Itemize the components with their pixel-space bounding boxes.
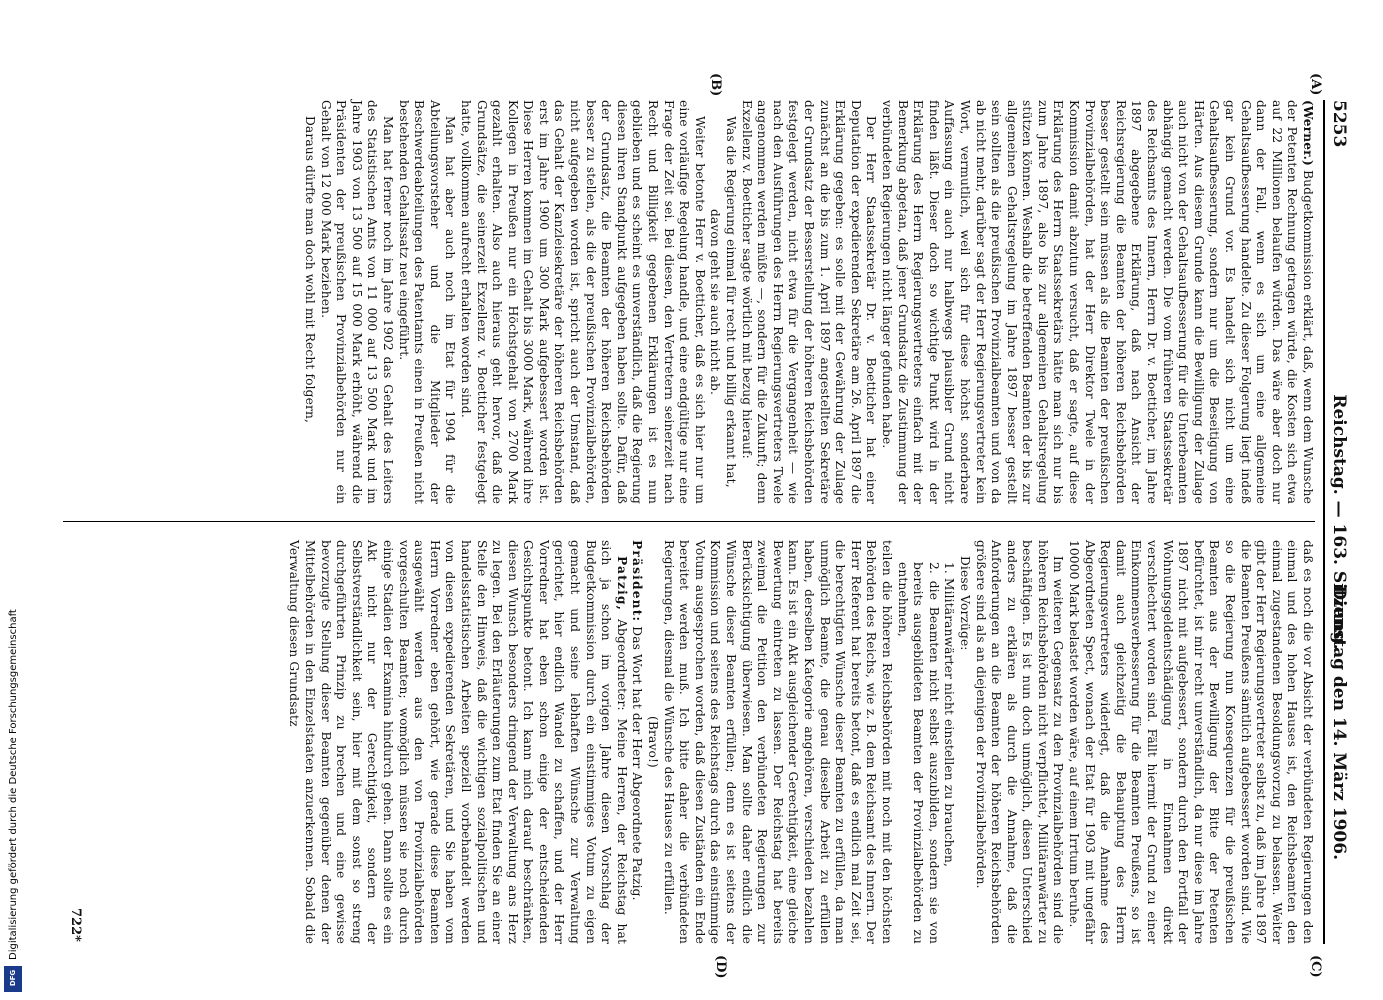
right-column (65, 540, 1315, 944)
session-date: Dienstag den 14. März 1906. (1329, 585, 1349, 860)
paragraph-text: Weiter betonte Herr v. Boetticher, daß es sich hier nur um eine vorläufige Regelung handle, und eine endgültige nur eine Frage der Zeit sei. Bei diesen, den Vertretern seinerzeit nach Recht und Billigkeit gegebenen Erklärungen ist es nun geblieben und es scheint es unverständlich, daß die Regierung diesen ihren Standpunkt aufgegeben haben sollte. Dafür, daß der Grundsatz, die Beamten der höheren Reichsbehörden besser zu stellen, als die der preußischen Provinzialbehörden, nicht aufgegeben worden ist, spricht auch der Umstand, daß das Gehalt der Kanzleisekretäre der höheren Reichsbehörden erst im Jahre 1900 um 300 Mark aufgebessert worden ist. Diese Herren kommen im Gehalt bis 3000 Mark, während ihre Kollegen in Preußen nur ein Höchstgehalt von 2700 Mark gezahlt erhalten. Also auch hieraus geht hervor, daß die Grundsätze, die seinerzeit Exzellenz v. Boetticher festgelegt hatte, vollkommen aufrecht erhalten worden sind. (458, 100, 707, 504)
credit-text: Digitalisierung gefördert durch die Deutsche Forschungsgemeinschaft (8, 609, 19, 960)
paragraph (878, 100, 1315, 504)
paragraph (707, 100, 738, 504)
paragraph-text: teilen die höheren Reichsbehörden mit noch mit den höchsten Behörden des Reichs, wie z. B. dem Reichsamt des Innern. Der Herr Referent hat bereits betont, daß es endlich mal Zeit sei, die berechtigten Wünsche dieser Beamten zu erfüllen, da man unmöglich Beamte, die genau dieselbe Arbeit zu erfüllen haben, derselben Kategorie angehören, verschieden bezahlen kann. Es ist ein Akt ausgleichender Gerechtigkeit, eine gleiche Bewertung eintreten zu lassen. Der Reichstag hat bereits zweimal die Petition den verbündeten Regierungen zur Berücksichtigung überwiesen. Man sollte daher endlich die Wünsche dieser Beamten erfüllen; denn es ist seitens der Kommission und seitens des Reichstags durch das einstimmige Votum ausgesprochen worden, daß diesen Zuständen ein Ende bereitet werden muß. Ich bitte daher die verbündeten Regierungen, diesmal die Wünsche des Hauses zu erfüllen. (661, 540, 894, 944)
paragraph-text: 1. Militäranwärter nicht einstellen zu brauchen, (942, 562, 957, 868)
paragraph (317, 100, 395, 504)
speaker-label: (Werner.) (1301, 100, 1315, 166)
paragraph-text: Budgetkommission erklärt, daß, wenn dem Wunsche der Petenten Rechnung getragen würde, die Kosten sich etwa auf 22 Millionen belaufen würden. Das wäre aber doch nur dann der Fall, wenn es sich um eine allgemeine Gehaltsaufbesserung handelte. Zu dieser Folgerung liegt indeß gar kein Grund vor. Es handelt sich nicht um eine Gehaltsaufbesserung, sondern nur um die Beseitigung von Härten. Aus diesem Grunde kann die Bewilligung der Zulage auch nicht von der Gehaltsaufbesserung für die Unterbeamten abhängig gemacht werden. Die vom früheren Staatssekretär des Reichsamts des Innern, Herrn Dr. v. Boetticher, im Jahre 1897 abgegebene Erklärung, daß nach Ansicht der Reichsregierung die Beamten der höheren Reichsbehörden besser gestellt sein müssen als die Beamten der preußischen Provinzialbehörden, hat der Herr Direktor Twele in der Kommission damit abzutun versucht, daß er sagte, auf diese Erklärung des Herrn Staatssekretärs hätte man sich nur bis zum Jahre 1897, also bis zur allgemeinen Gehaltsregelung stützen können. Weshalb die betreffenden Beamten der bis zur allgemeinen Gehaltsregelung im Jahre 1897 besser gestellt sein sollten als die preußischen Provinzialbeamten und von da ab nicht mehr, darüber sagt der Herr Regierungsvertreter kein Wort, vermutlich, weil sich für diese höchst sonderbare Auffassung ein auch nur halbwegs plausibler Grund nicht finden läßt. Dieser doch so wichtige Punkt wird in der Erklärung des Herrn Regierungsvertreters einfach mit der Bemerkung abgetan, daß jener Grundsatz die Zustimmung der verbündeten Regierungen nicht länger gefunden habe. (879, 100, 1315, 504)
paragraph (972, 540, 1066, 944)
paragraph (1066, 540, 1316, 944)
left-column (65, 100, 1315, 504)
paragraph-text: Diese Vorzüge: (957, 556, 972, 651)
paragraph (286, 540, 629, 944)
paragraph (660, 540, 894, 944)
paragraph-text: Das Wort hat der Herr Abgeordnete Patzig. (630, 622, 645, 901)
dfg-logo-text: DFG (9, 969, 17, 987)
paragraph (738, 100, 878, 504)
paragraph-text: Abgeordneter: Meine Herren, der Reichstag hat sich ja schon im vorigen Jahre diesen Vorschlag der Budgetkommission durch ein einstimmiges Votum zu eigen gemacht und seine lebhaften Wünsche zur Verwaltung gerichtet, hier endlich Wandel zu schaffen, und der Herr Vorredner hat eben schon einige der entscheidenden Gesichtspunkte betont. Ich kann mich darauf beschränken, diesen Wunsch besonders dringend der Verwaltung ans Herz zu legen. Bei den Erläuterungen zum Etat finden Sie an einer Stelle den Hinweis, daß die wichtigen sozialpolitischen und handelsstatistischen Arbeiten speziell vorbehandelt werden von diesen expedierenden Sekretären, und Sie haben vom Herrn Vorredner eben gehört, wie gerade diese Beamten ausgewählt werden aus den von Provinzialbehörden vorgeschulten Beamten; womöglich müssen sie noch durch einige Stadien der Examina hindurch gehen. Dann sollte es ein Akt nicht nur der Gerechtigkeit, sondern der Selbstverständlichkeit sein, hier mit dem sonst so streng durchgeführten Prinzip zu brechen und eine gewisse bevorzugte Stellung dieser Beamten gegenüber denen der Mittelbehörden in den Einzelstaaten anzuerkennen. Sobald die Verwaltung diesen Grundsatz (287, 540, 629, 944)
margin-marker-d: (D) (713, 955, 728, 979)
paragraph (301, 100, 317, 504)
paragraph-text: 2. die Beamten nicht selbst auszubilden, sondern sie von bereits ausgebildeten Beamten der Provinzialbehörden zu entnehmen, (895, 562, 941, 944)
paragraph (457, 100, 707, 504)
paragraph-text: Der Herr Staatssekretär Dr. v. Boetticher hat einer Deputation der expedierenden Sekretäre am 26. April 1897 die Erklärung gegeben: es solle mit der Gewährung der Zulage zunächst an die bis zum 1. April 1897 angestellten Sekretäre der Grundsatz der Besserstellung der höheren Reichsbehörden festgelegt werden, nicht etwa für die Vergangenheit — wie nach den Ausführungen des Herrn Regierungsvertreters Twele angenommen werden müßte —, sondern für die Zukunft; denn Exzellenz v. Boetticher sagte wörtlich mit bezug hierauf: (739, 100, 879, 504)
page-header (1323, 100, 1349, 944)
dfg-logo (4, 966, 22, 992)
paragraph (956, 540, 972, 944)
paragraph-text: Daraus dürfte man doch wohl mit Recht folgern, (303, 116, 317, 423)
paragraph-text: Was die Regierung einmal für recht und billig erkannt hat, davon geht sie auch nicht ab. (708, 116, 739, 488)
paragraph (629, 540, 645, 944)
paragraph-text: (Bravo!) (646, 716, 661, 768)
paragraph (644, 540, 660, 944)
paragraph-text: daß es noch die vor Absicht der verbündeten Regierungen den einmal und des hohen Hauses ist, den Reichsbeamten den einmal zugestandenen Besoldungsvorzug zu belassen. Weiter gibt der Herr Regierungsvertreter selbst zu, daß im Jahre 1897 die Beamten Preußens sämtlich aufgebessert worden sind. Wie so die Regierung nun Konsequenzen für die preußischen Beamten aus der Bewilligung der Bitte der Petenten befürchtet, ist mir recht unverständlich, da nur diese im Jahre 1897 nicht mit aufgebessert, sondern durch den Fortfall der Wohnungsgeldentschädigung in Einnahmen direkt verschlechtert worden sind. Fällt hiermit der Grund zu einer Einkommensverbesserung für die Beamten Preußens, so ist damit auch gleichzeitig die Behauptung des Herrn Regierungsvertreters widerlegt, daß die Annahme des Abgeordneten Spect, wonach der Etat für 1903 mit ungefähr 10000 Mark belastet worden wäre, auf einem Irrtum beruhe. (1067, 540, 1315, 944)
page-number: 5253 (1329, 100, 1349, 148)
paragraph-text: Man hat aber auch noch im Etat für 1904 für die Abteilungsvorsteher und die Mitglieder der Beschwerdeabteilungen des Patentamts einen in Preußen nicht bestehenden Gehaltssatz neu eingeführt. (396, 100, 458, 504)
speaker-label: Patzig, (614, 556, 629, 612)
footer-mark: 722* (68, 908, 83, 942)
paragraph-text: Im weiteren Gegensatz zu den Provinzialbehörden sind die höheren Reichsbehörden nicht verpflichtet, Militäranwärter zu beschäftigen. Es ist nun doch unmöglich, diesen Unterschied anders zu erklären als durch die Annahme, daß die Anforderungen an die Beamten der höheren Reichsbehörden größere sind als an diejenigen der Provinzialbehörden. (973, 540, 1066, 944)
paragraph-text: Man hat ferner noch im Jahre 1902 das Gehalt des Leiters des Statistischen Amts von 11 000 auf 13 500 Mark und im Jahre 1903 von 13 500 auf 15 000 Mark erhöht, während die Präsidenten der preußischen Provinzialbehörden nur ein Gehalt von 12 000 Mark beziehen. (318, 100, 395, 504)
margin-marker-a: (A) (1308, 73, 1323, 96)
column-divider (63, 521, 1315, 522)
paragraph (941, 540, 957, 944)
margin-marker-c: (C) (1308, 955, 1323, 978)
speaker-label: Präsident: (630, 540, 645, 623)
margin-marker-b: (B) (708, 73, 723, 97)
header-rule (1323, 100, 1325, 944)
paragraph (395, 100, 457, 504)
digitization-credit (0, 0, 40, 1000)
paragraph (894, 540, 941, 944)
session-title: Reichstag. — 163. Sitzung. (1329, 394, 1349, 650)
